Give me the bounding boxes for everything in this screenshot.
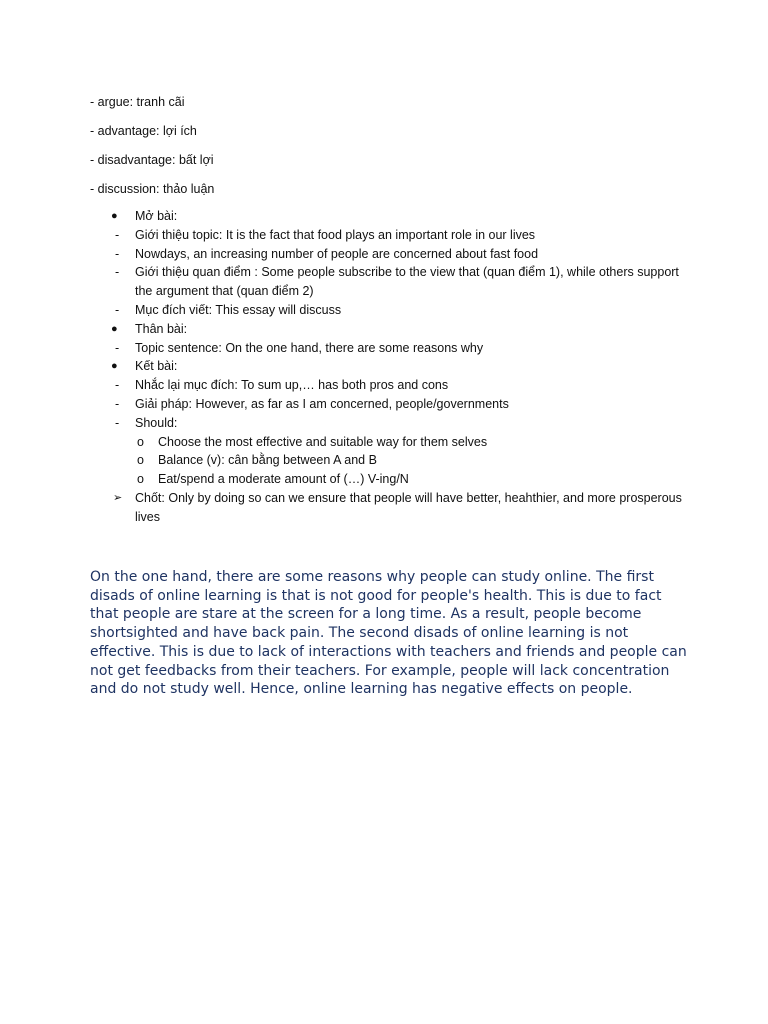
outline-item-dash — [90, 339, 690, 358]
outline-item-text: Eat/spend a moderate amount of (…) V-ing/N — [158, 472, 409, 487]
outline-item-text: Nhắc lại mục đích: To sum up,… has both pros and cons — [135, 378, 449, 393]
outline-item-sub — [90, 433, 690, 452]
list-marker: - — [115, 227, 120, 242]
sample-paragraph: On the one hand, there are some reasons why people can study online. The first disads of online learning is that is not good for people's health. This is due to fact that people are stare at the screen for a long time. As a result, people become shortsighted and have back pain. The second disads of online learning is not effective. This is due to lack of interactions with teachers and friends and people can not get feedbacks from their teachers. For example, people will lack concentration and do not study well. Hence, online learning has negative effects on people. — [90, 569, 687, 698]
outline-item-dash — [90, 263, 690, 301]
vocab-item: - argue: tranh cãi — [90, 95, 185, 109]
bullet-icon: ● — [111, 322, 118, 335]
list-marker: - — [115, 246, 120, 261]
outline-item-dash — [90, 395, 690, 414]
outline-item-text: Giới thiệu topic: It is the fact that food plays an important role in our lives — [135, 227, 536, 242]
outline-item-sub — [90, 451, 690, 470]
bullet-icon: ● — [111, 210, 118, 222]
vocab-item: - advantage: lợi ích — [90, 124, 197, 138]
list-marker: o — [137, 434, 144, 449]
vocabulary-list — [90, 93, 214, 209]
outline-item-bullet — [90, 320, 690, 339]
outline-item-text: Nowdays, an increasing number of people are concerned about fast food — [135, 246, 539, 261]
outline-item-bullet — [90, 357, 690, 376]
list-marker: - — [115, 340, 120, 355]
outline-item-text: Should: — [135, 415, 178, 430]
outline-item-text: Thân bài: — [135, 321, 188, 336]
outline-item-text: Kết bài: — [135, 359, 178, 374]
outline-item-dash — [90, 301, 690, 320]
outline-item-text: Chốt: Only by doing so can we ensure that people will have better, heahthier, and more prosperous lives — [135, 490, 682, 524]
list-marker: - — [115, 265, 120, 280]
outline-item-text: Mở bài: — [135, 209, 178, 223]
outline-item-text: Giải pháp: However, as far as I am concerned, people/governments — [135, 396, 509, 411]
vocab-item: - disadvantage: bất lợi — [90, 153, 214, 167]
outline-item-dash — [90, 245, 690, 264]
list-marker: o — [137, 453, 144, 468]
vocab-item: - discussion: thảo luận — [90, 182, 215, 196]
outline-item-dash — [90, 414, 690, 433]
outline-item-text: Mục đích viết: This essay will discuss — [135, 302, 342, 317]
outline-item-sub — [90, 470, 690, 489]
arrow-bullet-icon: ➢ — [113, 491, 123, 504]
outline-item-text: Giới thiệu quan điểm : Some people subscribe to the view that (quan điểm 1), while others support the argument that (quan điểm 2) — [135, 265, 679, 299]
outline-item-text: Choose the most effective and suitable way for them selves — [158, 434, 488, 449]
outline-item-dash — [90, 226, 690, 245]
outline-item-bullet — [90, 207, 690, 226]
list-marker: - — [115, 302, 120, 317]
outline-item-dash — [90, 376, 690, 395]
essay-outline — [90, 207, 690, 527]
outline-item-text: Balance (v): cân bằng between A and B — [158, 453, 377, 468]
outline-item-text: Topic sentence: On the one hand, there are some reasons why — [135, 340, 484, 355]
bullet-icon: ● — [111, 360, 118, 373]
list-marker: - — [115, 378, 120, 393]
list-marker: o — [137, 472, 144, 487]
list-marker: - — [115, 415, 120, 430]
outline-item-arrow — [90, 489, 690, 527]
list-marker: - — [115, 396, 120, 411]
